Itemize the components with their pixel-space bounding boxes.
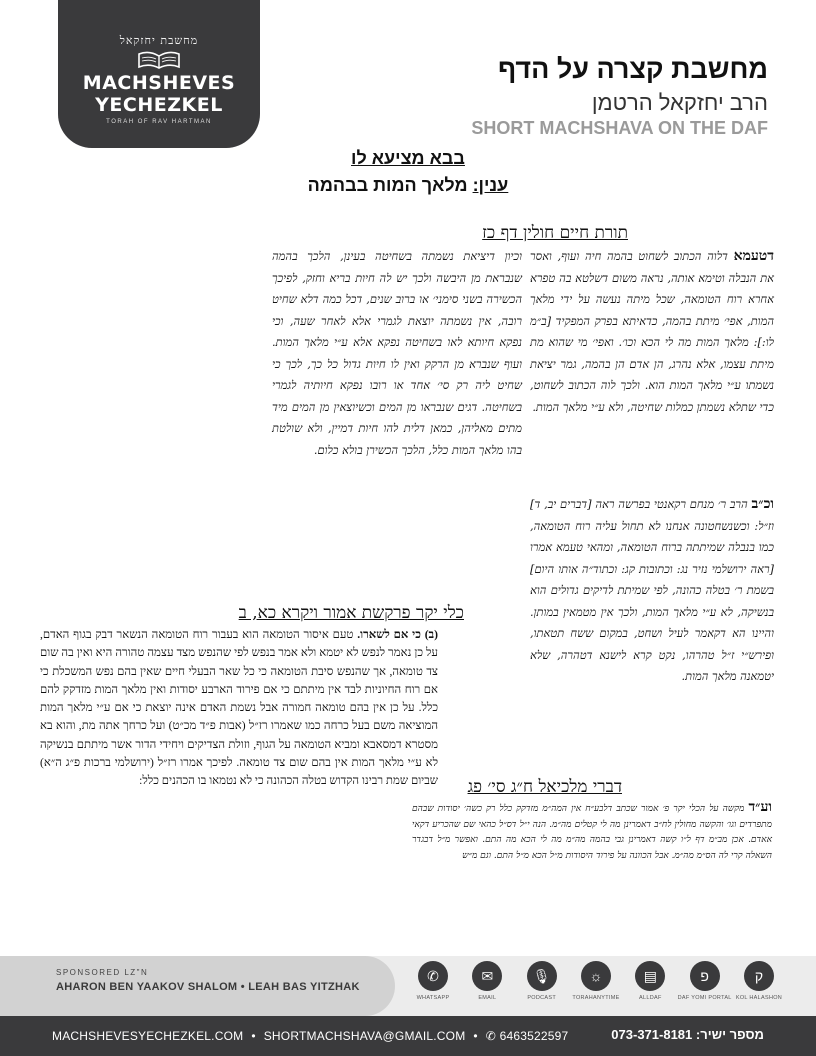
alldaf-label: ALLDAF xyxy=(639,995,662,1001)
toras-chaim-left-column: וכיון דיציאת נשמתה בשחיטה בעינן, הלכך בהמה שנבראת מן היבשה ולכך יש לה חיות בריא וחזק, לפיכך הכשירה בשני סימני׳ או ברוב שנים, דכל כמה דלא שחיט רובה, אין נשמתה יוצאת לגמרי אלא לאחר שעה, וכי נפקא חיותא לאו בשחיטה נפקא אלא ע״י מלאך המות. ועוף שנברא מן הרקק ואין לו חיות גדול כל כך, לכך כי שחיט ליה רק סי׳ אחד או רובו נפקא חיותיה לגמרי בשחיטה. דגים שנבראו מן המים וכשיוצאין מן המים מיד מתים מאליהן, כמאן דלית להו חיות דמיין, ולא שולטת בהו מלאך המות כלל, הלכך הכשירן בולא כלום. xyxy=(272,249,522,457)
contact-links xyxy=(52,1029,568,1043)
open-book-icon xyxy=(136,50,182,70)
podcast-link[interactable] xyxy=(519,961,565,1007)
section-heading-divrei-malkiel: דברי מלכיאל ח״ג סי׳ פג xyxy=(467,777,622,797)
inyan-text: מלאך המות בבהמה xyxy=(307,175,468,195)
dafyomi-portal-icon: פ xyxy=(690,961,720,991)
kli-yakar-text: טעם איסור הטומאה הוא בעבור רוח הטומאה הנשאר דבק בגוף האדם, על כן נאמר לנפש לא יטמא ולא אמר בנפש לפי שהנפש מצד עצמה טהורה היא ואין בה שום צד טומאה, אך שהנפש סיבת הטומאה כי כל שאר הבעלי חיים שאין בהם נפש המשכלת כי אם רוח החיוניות לבד אין מיתתם כי אם פירוד הארבע יסודות ואין מלאך המות מזדקק להם כלל. על כן אין בהם טומאה חמורה אבל נשמת האדם אינה יוצאת כי אם ע״י מלאך המות המוציאה משם בעל כרחה כמו שאמרו רז״ל (אבות פ״ד מכ״ט) ועל כרחך אתה מת, והוא בא מסטרא דמסאבא ומביא הטומאה על הגוף, וזולת הצדיקים ויחידי הדור אשר מיתתם בנשיקה לא ע״י מלאך המות אין בהם שום צד טומאה. לפיכך אמרו רז״ל (ירושלמי ברכות פ״ג ה״א) שביום שמת רבינו הקדוש בטלה הכהונה כי לא נטמאו בו הכהנים כלל: xyxy=(40,628,438,788)
separator-dot: • xyxy=(473,1029,478,1043)
dafyomi-portal-link[interactable] xyxy=(677,961,732,1007)
divrei-malkiel-text: מקשה על הכלי יקר פ׳ אמור שכתב דלבע״ח אין המה״מ מזדקק כלל רק כשה׳ יסודות שבהם מתפרדים וגו׳ והקשה מחולין לח״ב דאמרינן מה לי קטלים מה״מ. הנה י״ל דס״ל כהאי שם שהכריע דקאי אאדם. אכן מב״מ דף ל״ו קשה דאמרינן גבי בהמה מה״מ מה לי הכא מה התם. ואפשר מ״ל דבגדר השאלה קרי לה הס״מ מה״מ. אבל הכוונה על פירוד היסודות מ״ל הכא מ״ל התם. וגם מ״ש xyxy=(412,804,772,861)
toras-chaim-continuation xyxy=(530,494,774,688)
whatsapp-label: WHATSAPP xyxy=(416,995,450,1001)
sponsor-label: SPONSORED LZ"N xyxy=(56,968,149,977)
toras-chaim-right-column xyxy=(530,246,774,418)
contact-icons xyxy=(410,961,782,1007)
logo-tagline: TORAH OF RAV HARTMAN xyxy=(106,119,212,125)
torahanytime-link[interactable] xyxy=(573,961,619,1007)
inyan-label: ענין: xyxy=(472,175,509,195)
toras-chaim-lead-word-2: וכ״ב xyxy=(751,497,774,512)
section-heading-toras-chaim: תורת חיים חולין דף כז xyxy=(482,223,628,243)
kolhalashon-label: KOL HALASHON xyxy=(735,995,783,1001)
whatsapp-link[interactable] xyxy=(410,961,456,1007)
bottom-contact-bar xyxy=(0,1016,816,1056)
toras-chaim-continuation-text: הרב ר׳ מנחם רקאנטי בפרשה ראה [דברים יב, ד] וז״ל: וכשנשחטונה אנחנו לא תחול עליה רוח הטומאה, כמו בנבלה שמיתתה ברוח הטומאה, ומהאי טעמא אמרו [ראה ירושלמי נזיר נג: וכתובות קג: וכתוד״ה אותו היום] בשמת ר׳ בטלה כהונה, לפי שמיתת לדיקים גדולים הוא בנשיקה, לא ע״י מלאך המות, ולכך אין מטמאין במותן. והיינו הא דקאמר לעיל ושחט, במקום ששח תטאתו, ופירש״י ז״ל טהרהו, נקט קרא לישנא דטהרה, שלא יטמאנה מלאך המות. xyxy=(530,497,774,683)
kli-yakar-text-block xyxy=(40,626,438,791)
page-title: מחשבת קצרה על הדף xyxy=(497,54,768,84)
author-name: הרב יחזקאל הרטמן xyxy=(591,90,768,115)
toras-chaim-right-text: דלוה הכתוב לשחוט בהמה חיה ועוף, ואסר את הנבלה וטימא אותה, נראה משום דשלטא בה טפרא אחרא רוח הטומאה, שכל מיתה נעשה על ידי מלאך המות, אפי׳ מיתת בהמה, כדאיתא בפרק המפקיד [ב״מ לו:]: מלאך המות מה לי הכא וכו׳. ואפי׳ מי שהוא מת מיתת עצמו, אלא נהרג, הן אדם הן בהמה, גמר יציאת נשמתו ע״י מלאך המות הוא. ולכך לוה הכתוב לשחוט, כדי שתלא נשמתן כמלות שחיטה, ולא ע״י מלאך המות. xyxy=(530,249,774,414)
podcast-label: PODCAST xyxy=(527,995,556,1001)
whatsapp-icon: ✆ xyxy=(418,961,448,991)
alldaf-icon: ▤ xyxy=(635,961,665,991)
whatsapp-small-icon: ✆ xyxy=(485,1029,500,1043)
logo-line2: YECHEZKEL xyxy=(95,94,223,116)
email-address-link[interactable]: SHORTMACHSHAVA@GMAIL.COM xyxy=(263,1029,466,1043)
phone-label: מספר ישיר: xyxy=(695,1027,764,1042)
logo-line1: MACHSHEVES xyxy=(82,72,236,94)
alldaf-link[interactable] xyxy=(627,961,673,1007)
kli-yakar-lead: (ב) כי אם לשארו. xyxy=(357,628,438,641)
logo-hebrew: מחשבת יחזקאל xyxy=(119,34,199,47)
logo xyxy=(58,0,260,148)
whatsapp-number[interactable]: 6463522597 xyxy=(499,1029,569,1043)
english-subtitle: SHORT MACHSHAVA ON THE DAF xyxy=(471,118,768,138)
dafyomi-portal-label: DAF YOMI PORTAL xyxy=(677,995,732,1001)
separator-dot: • xyxy=(251,1029,256,1043)
section-heading-kli-yakar: כלי יקר פרקשת אמור ויקרא כא, ב xyxy=(238,603,464,623)
kolhalashon-icon: ק xyxy=(744,961,774,991)
direct-phone xyxy=(611,1027,764,1042)
email-link[interactable] xyxy=(464,961,510,1007)
torahanytime-label: TORAHANYTIME xyxy=(572,995,620,1001)
sponsor-names: AHARON BEN YAAKOV SHALOM • LEAH BAS YITZHAK xyxy=(56,981,360,993)
email-label: EMAIL xyxy=(478,995,497,1001)
kolhalashon-link[interactable] xyxy=(736,961,782,1007)
divrei-malkiel-lead: וע״ד xyxy=(748,800,772,815)
toras-chaim-lead-word: דטעמא xyxy=(733,249,774,264)
daf-reference: בבא מציעא לו xyxy=(351,148,465,168)
inyan-line xyxy=(0,175,816,196)
email-icon: ✉ xyxy=(472,961,502,991)
divrei-malkiel-text-block xyxy=(412,800,772,864)
podcast-icon: 🎙 xyxy=(527,961,557,991)
phone-number[interactable]: 073-371-8181 xyxy=(611,1027,693,1042)
website-link[interactable]: MACHSHEVESYECHEZKEL.COM xyxy=(52,1029,244,1043)
torahanytime-icon: ☼ xyxy=(581,961,611,991)
